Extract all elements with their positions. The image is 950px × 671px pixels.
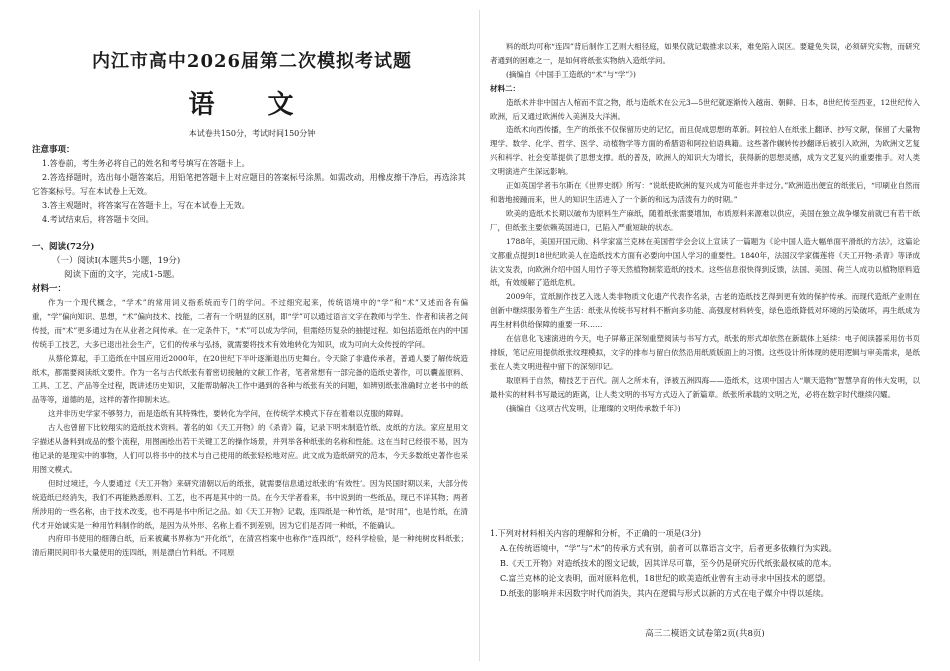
paragraph: 造纸术向西传播，生产的纸张不仅保留历史的记忆，而且促成思想的革新。阿拉伯人在纸张上翻译、抄写文献，保留了大量物理学、数学、化学、哲学、医学、动植物学等方面的希腊语和阿拉伯语典籍。这些著作辗转传抄翻译后被引入欧洲，为欧洲文艺复兴和科学、社会变革提供了思想支撑。纸的普及，欧洲人的知识大为增长，获得新的思想灵感，成为文艺复兴的重要推手。对人类文明演进产生深远影响。 (490, 125, 920, 177)
note-item: 1.答卷前，考生务必将自己的姓名和考号填写在答题卡上。 (42, 159, 250, 168)
option-a: A.在传统语境中，“学”与“术”的传承方式有别，前者可以靠语言文字，后者更多依赖行为实践。 (500, 544, 837, 553)
option-d: D.纸张的影响并未因数字时代而消失，其内在逻辑与形式以新的方式在电子媒介中得以延续。 (500, 589, 829, 598)
paragraph: 欧美的造纸术长期以破布为原料生产麻纸，随着纸张需要增加，布质原料来源难以供应，美国在独立战争爆发前就已有若干纸厂，但纸张主要依赖英国进口，已陷入严重短缺的状态。 (490, 208, 920, 232)
page-footer: 高三二模语文试卷第2页(共8页) (645, 629, 765, 639)
note-item: 4.考试结束后，将答题卡交回。 (42, 215, 154, 224)
column-divider (479, 10, 480, 661)
note-item: 3.答主观题时，将答案写在答题卡上，写在本试卷上无效。 (42, 201, 250, 210)
option-c: C.富兰克林的论文表明，面对原料危机，18世纪的欧美造纸业曾有主动寻求中国技术的愿望。 (500, 574, 831, 583)
paragraph: 但时过境迁，今人要通过《天工开物》来研究清朝以后的纸张，就需要信息通过纸张的‘有效性’。因为民国时期以来，大部分传统造纸已经消失，我们不再能熟悉原料、工艺，也不再是其中的一员。在今天学者看来，书中说到的一些纸品，现已不详其物；两者所涉用的一些名称，由于技术改变，也不再是书中所记之品。如《天工开物》记载，连四纸是一种竹纸，是“时用”，也是竹纸，在清代才开始诚实是一种用竹料制作的纸，是因为从外形、名称上看不到差别，因为它们是否同一种纸，不能确认。 (32, 478, 468, 530)
paragraph: 从蔡伦算起，手工造纸在中国应用近2000年，在20世纪下半叶逐渐退出历史舞台。令天除了非遗传承者，普通人要了解传统造纸术，都需要阅读纸文要件。作为一名与古代纸张有着密切接触的文献工作者，笔者常想有一部完备的造纸史著作，可以囊盖原料、工具、工艺、产品等全过程，既讲述历史知识，又能帮助解决工作中遇到的各种与纸张有关的问题，如辨别纸张准确时立老书中的纸品等等，道德的是，这样的著作抑制未达。 (32, 353, 468, 405)
section-heading: 一、阅读(72分) (32, 242, 95, 252)
exam-info: 本试卷共150分，考试时间150分钟 (188, 129, 316, 138)
source-citation: (摘编自《这项古代发明，让璀璨的文明传承数千年》) (506, 403, 681, 413)
material-1-body (32, 296, 468, 560)
right-column (490, 0, 920, 671)
note-item: 2.答选择题时，选出每小题答案后，用铅笔把答题卡上对应题目的答案标号涂黑。如需改动，用橡皮擦干净后，再选涂其它答案标号。写在本试卷上无效。 (32, 173, 466, 196)
exam-title: 内江市高中2026届第二次模拟考试题 (91, 51, 413, 72)
subsection-heading: （一）阅读Ⅰ(本题共5小题，19分) (52, 256, 181, 266)
paragraph: 2009年，宣纸制作技艺入选人类非物质文化遗产代表作名录，古老的造纸技艺得到更有效的保护传承。而现代造纸产业则在创新中继续服务着生产生活：纸张从传统书写材料不断向多功能、高强度材料转变，绿色造纸降低对环境的污染破坏，再生纸成为再生材料供给保障的重要一环…… (490, 292, 920, 330)
paragraph: 正如英国学者韦尔斯在《世界史纲》所写：“说纸使欧洲的复兴成为可能也并非过分。”欧洲造出便宜的纸张后，“印刷业自然而和谐地接踵而来，世人的知识生活进入了一个新的和远为活泼有力的时期。” (490, 181, 920, 204)
material-1-continued (490, 40, 920, 415)
paragraph: 内府印书使用的细薄白纸，后来被藏书界称为“开化纸”，在清宫档案中也称作“连四纸”，经科学检验，是一种纯树皮料纸张；清后期民间印书大量使用的连四纸，则是漂白竹料纸。不同原 (32, 534, 468, 558)
paragraph: 这并非历史学家不够努力，而是造纸有其特殊性，要转化为学问，在传统学术模式下存在着难以克服的障碍。 (48, 409, 408, 419)
question-stem: 1.下列对材料相关内容的理解和分析，不正确的一项是(3分) (490, 529, 701, 538)
paragraph: 1788年，美国开国元勋、科学家富兰克林在美国哲学会会议上宣读了一篇题为《论中国人造大幅单面平滑纸的方法》，这篇论文都重点提到18世纪欧美人在造纸技术方面有必要向中国人学习的重要性。1840年，法国汉学家儒莲将《天工开物·杀青》等译成法文发表，向欧洲介绍中国人用竹子等天然植物制浆造纸的技术。这些信息很快得到反馈，法国、美国、荷兰人成功以植物原料造纸，有效缓解了造纸危机。 (490, 236, 920, 288)
paragraph: 造纸术并非中国古人棺而不宣之物，纸与造纸术在公元3—5世纪就逐渐传入越南、朝鲜、日本，8世纪传至西亚，12世纪传入欧洲，后又通过欧洲传入美洲及大洋洲。 (490, 97, 920, 121)
left-column (32, 0, 472, 671)
instruction: 阅读下面的文字，完成1-5题。 (64, 270, 180, 280)
paragraph: 料的纸均可称“连四”背后制作工艺则大相径庭，如果仅就记载推求以来，难免陷入误区。要避免失误，必须研究实物，而研究者通到的困难之一，是如何将纸张实物纳入造纸学问。 (490, 42, 920, 65)
subject-title: 语 文 (188, 90, 316, 120)
source-citation: (摘编自《中国手工造纸的“术”与“学”》) (506, 69, 636, 79)
paragraph: 古人也曾留下比较翔实的造纸技术资料。著名的如《天工开物》的《杀青》篇，记录下明末制造竹纸、皮纸的方法。家应星用文字描述从备料到成品的整个流程，用图画绘出若干关键工艺的操作场景，并列举各种纸张的名称和性能。这在当时已经很不易，因为他记录的是现实中的事物，人们可以将书中的技术与自己使用的纸张轻松地对应。此文成为造纸研究的范本，今天多数纸史著作也采用图文模式。 (32, 423, 468, 474)
paragraph: 在信息化飞速演进的今天，电子屏幕正深刻重塑阅读与书写方式，纸张的形式却依然在新载体上延续：电子阅读器采用仿书页排版，笔记应用提供纸张纹理模拟，文字的排布与留白依然沿用纸质版面上的习惯。这些设计所体现的使用逻辑与审美需求，是纸张在人类文明进程中留下的深刻印记。 (490, 334, 920, 371)
material-1-label: 材料一： (32, 284, 67, 294)
paragraph: 取原料于自然，精技艺于百代。剖人之所未有，泽被五洲四海——造纸术，这项中国古人“顺天造物”智慧孕育的伟大发明，以最朴实的材料书写最远的距离，让人类文明的书写方式迈入了新篇章。纸张所承载的文明之光，必将在数字时代继续闪耀。 (490, 375, 920, 399)
notes-list (32, 157, 472, 227)
material-2-label: 材料二： (490, 83, 520, 93)
paragraph: 作为一个现代概念，“学术”的常用词义指系统而专门的学问。不过细究起来，传统语境中的“学”和“术”又述而各有偏重，“学”偏向知识、思想，“术”偏向技术、技能，二者有一个明显的区别，即“学”可以通过语言文字在教师与学生、作者和读者之间传授，而“术”更多通过为在从业者之间传承。在一定条件下，“术”可以成为学问，但需经历复杂的抽提过程。如包括造纸在内的中国传统手工技艺，大多已退出社会生产，它们的传承与弘扬，就需要将技术有效地转化为知识，成为可向大众传授的学问。 (32, 298, 468, 349)
option-b: B.《天工开物》对造纸技术的图文记载，因其详尽可靠，至今仍是研究历代纸张最权威的范本。 (500, 559, 837, 568)
question-1 (490, 526, 920, 601)
notes-title: 注意事项： (32, 145, 75, 155)
